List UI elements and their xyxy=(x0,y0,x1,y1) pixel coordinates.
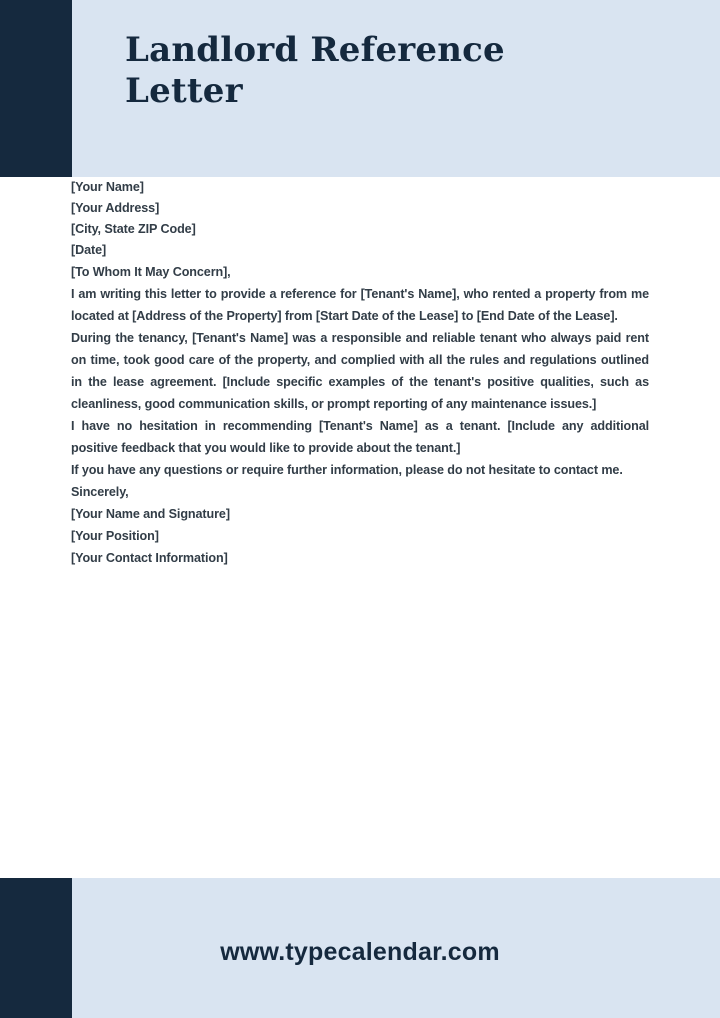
signature-name: [Your Name and Signature] xyxy=(71,507,230,521)
sender-address: [Your Address] xyxy=(71,201,160,215)
sender-block xyxy=(71,177,649,261)
closing: Sincerely, xyxy=(71,485,129,499)
paragraph-introduction: I am writing this letter to provide a reference for [Tenant's Name], who rented a property from me located at [Address of the Property] from [Start Date of the Lease] to [End Date of the Lease]. xyxy=(71,287,649,323)
page-title-line-1: Landlord Reference xyxy=(125,30,505,70)
paragraph-tenancy-details: During the tenancy, [Tenant's Name] was a responsible and reliable tenant who always paid rent on time, took good care of the property, and complied with all the rules and regulations outlined in the lease agreement. [Include specific examples of the tenant's positive qualities, such as cleanliness, good communication skills, or prompt reporting of any maintenance issues.] xyxy=(71,331,649,411)
header-accent-bar xyxy=(0,0,72,177)
signature-contact: [Your Contact Information] xyxy=(71,551,228,565)
website-text: www.typecalendar.com xyxy=(220,938,500,966)
page-title-line-2: Letter xyxy=(125,71,243,111)
letter-body xyxy=(71,177,649,569)
salutation: [To Whom It May Concern], xyxy=(71,265,231,279)
signature-position: [Your Position] xyxy=(71,529,159,543)
footer-band xyxy=(0,878,720,1018)
paragraph-recommendation: I have no hesitation in recommending [Tenant's Name] as a tenant. [Include any additional positive feedback that you would like to provide about the tenant.] xyxy=(71,419,649,455)
signature-block xyxy=(71,503,649,569)
paragraph-contact: If you have any questions or require further information, please do not hesitate to contact me. xyxy=(71,463,623,477)
letter-date: [Date] xyxy=(71,243,107,257)
sender-city-state-zip: [City, State ZIP Code] xyxy=(71,222,196,236)
page-title xyxy=(125,30,505,112)
header-band xyxy=(0,0,720,177)
sender-name: [Your Name] xyxy=(71,180,144,194)
